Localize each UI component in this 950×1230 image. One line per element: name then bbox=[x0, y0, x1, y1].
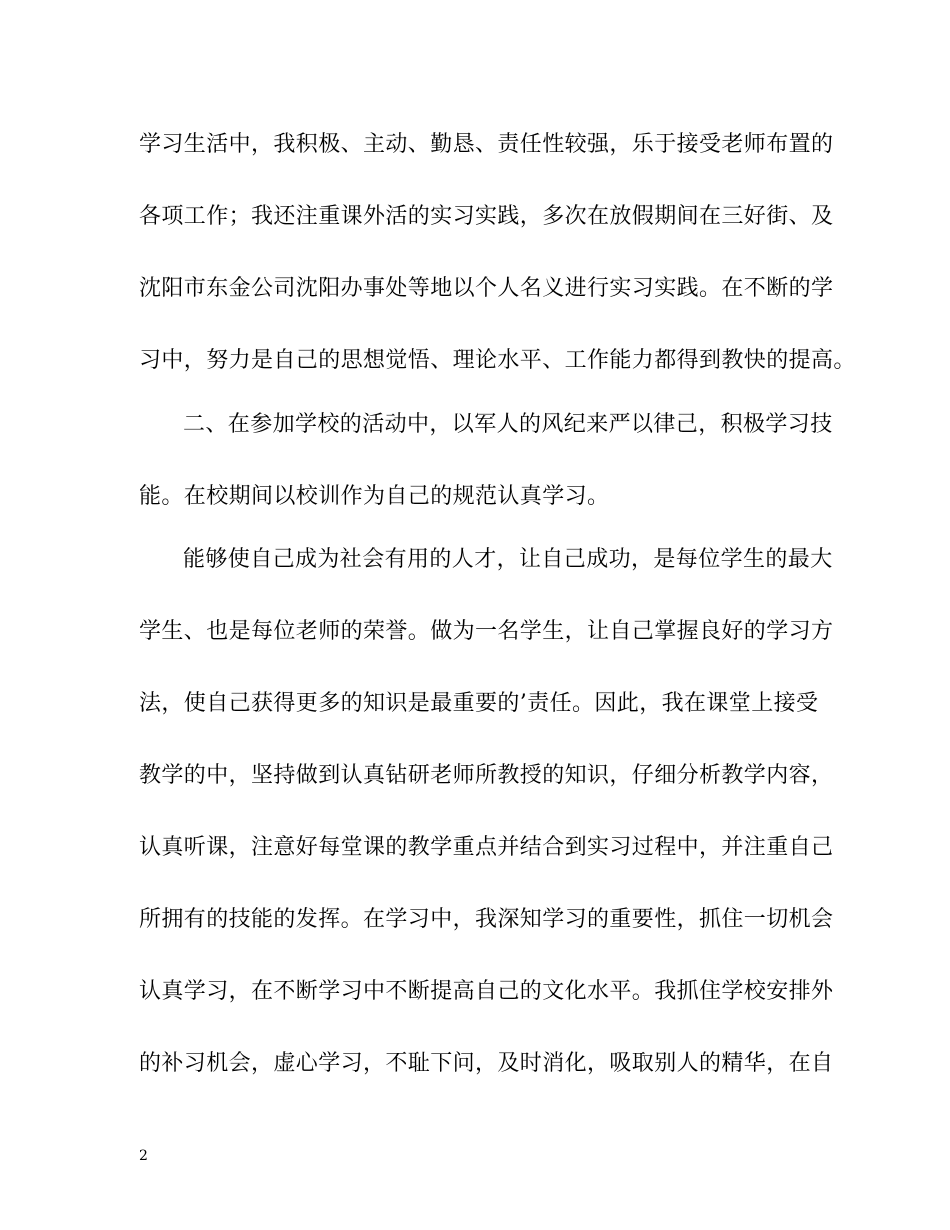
text-line: 沈阳市东金公司沈阳办事处等地以个人名义进行实习实践。在不断的学 bbox=[139, 276, 834, 301]
text-line: 学习生活中，我积极、主动、勤恳、责任性较强，乐于接受老师布置的 bbox=[139, 132, 834, 157]
text-line: 习中，努力是自己的思想觉悟、理论水平、工作能力都得到教快的提高。 bbox=[139, 348, 856, 373]
text-line: 法，使自己获得更多的知识是最重要的’责任。因此，我在课堂上接受 bbox=[139, 691, 819, 716]
text-line: 认真听课，注意好每堂课的教学重点并结合到实习过程中，并注重自己 bbox=[139, 835, 834, 860]
page-number: 2 bbox=[139, 1148, 148, 1164]
text-line: 能。在校期间以校训作为自己的规范认真学习。 bbox=[139, 484, 610, 509]
text-line: 教学的中，坚持做到认真钻研老师所教授的知识，仔细分析教学内容， bbox=[139, 763, 834, 788]
text-line: 认真学习，在不断学习中不断提高自己的文化水平。我抓住学校安排外 bbox=[139, 979, 834, 1004]
paragraph-first-line: 能够使自己成为社会有用的人才，让自己成功，是每位学生的最大 bbox=[183, 547, 833, 572]
text-line: 学生、也是每位老师的荣誉。做为一名学生，让自己掌握良好的学习方 bbox=[139, 619, 834, 644]
paragraph-first-line: 二、在参加学校的活动中，以军人的风纪来严以律己，积极学习技 bbox=[183, 412, 833, 437]
text-line: 的补习机会，虚心学习，不耻下问，及时消化，吸取别人的精华，在自 bbox=[139, 1051, 834, 1076]
text-line: 所拥有的技能的发挥。在学习中，我深知学习的重要性，抓住一切机会 bbox=[139, 907, 834, 932]
text-line: 各项工作；我还注重课外活的实习实践，多次在放假期间在三好街、及 bbox=[139, 204, 834, 229]
